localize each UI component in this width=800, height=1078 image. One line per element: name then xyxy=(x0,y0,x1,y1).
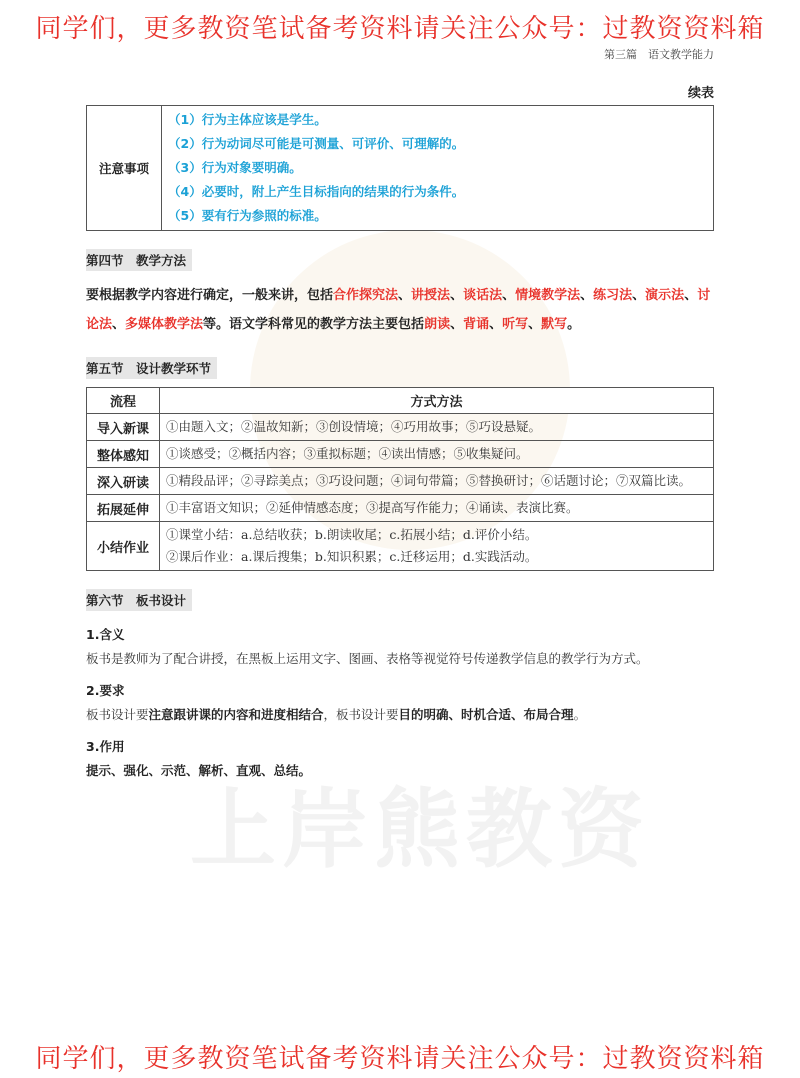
bottom-banner: 同学们，更多教资笔试备考资料请关注公众号：过教资资料箱 xyxy=(35,1044,765,1074)
separator: 、 xyxy=(450,288,464,303)
common-method: 听写 xyxy=(502,317,529,332)
emphasis-text: 目的明确、时机合适、布局合理 xyxy=(398,707,574,722)
separator: 、 xyxy=(632,288,646,303)
subheading: 1.含义 xyxy=(86,627,125,642)
separator: 、 xyxy=(684,288,698,303)
desc-cell xyxy=(160,522,714,571)
running-head: 第三篇 语文教学能力 xyxy=(604,48,714,61)
flow-table xyxy=(86,387,714,571)
section4-title: 第四节 教学方法 xyxy=(86,249,192,271)
section6-title: 第六节 板书设计 xyxy=(86,589,192,611)
table-row xyxy=(87,495,714,522)
desc-cell: ①精段品评；②寻踪美点；③巧设问题；④词句带篇；⑤替换研讨；⑥话题讨论；⑦双篇比读。 xyxy=(160,468,714,495)
note-item: （4）必要时，附上产生目标指向的结果的行为条件。 xyxy=(168,184,465,199)
table-row xyxy=(87,414,714,441)
continued-label: 续表 xyxy=(687,86,714,101)
table-row xyxy=(87,522,714,571)
separator: 、 xyxy=(489,317,503,332)
note-item: （5）要有行为参照的标准。 xyxy=(168,208,327,223)
page-content xyxy=(86,82,714,779)
separator: 、 xyxy=(450,317,464,332)
separator: 、 xyxy=(528,317,542,332)
method-item: 谈话法 xyxy=(463,288,503,303)
method-item: 情境教学法 xyxy=(515,288,581,303)
summary-line: ①课堂小结：a.总结收获；b.朗读收尾；c.拓展小结；d.评价小结。 xyxy=(166,527,538,542)
method-item: 讲授法 xyxy=(411,288,451,303)
text-span: ，板书设计要 xyxy=(323,707,399,722)
separator: 、 xyxy=(580,288,594,303)
stage-cell: 导入新课 xyxy=(87,414,160,441)
text-span: 板书设计要 xyxy=(86,707,149,722)
note-item: （1）行为主体应该是学生。 xyxy=(168,112,327,127)
table-row xyxy=(87,441,714,468)
subheading: 3.作用 xyxy=(86,739,125,754)
desc-cell: ①谈感受；②概括内容；③重拟标题；④读出情感；⑤收集疑问。 xyxy=(160,441,714,468)
summary-line: ②课后作业：a.课后搜集；b.知识积累；c.迁移运用；d.实践活动。 xyxy=(166,549,538,564)
common-method: 背诵 xyxy=(463,317,490,332)
note-item: （2）行为动词尽可能是可测量、可评价、可理解的。 xyxy=(168,136,465,151)
separator: 、 xyxy=(398,288,412,303)
separator: 、 xyxy=(112,317,126,332)
section4-paragraph xyxy=(86,281,714,339)
table-header: 方式方法 xyxy=(160,388,714,414)
method-item: 演示法 xyxy=(645,288,685,303)
desc-cell: ①丰富语文知识；②延伸情感态度；③提高写作能力；④诵读、表演比赛。 xyxy=(160,495,714,522)
desc-cell: ①由题入文；②温故知新；③创设情境；④巧用故事；⑤巧设悬疑。 xyxy=(160,414,714,441)
top-banner: 同学们，更多教资笔试备考资料请关注公众号：过教资资料箱 xyxy=(35,14,765,44)
separator: 、 xyxy=(502,288,516,303)
section5-title: 第五节 设计教学环节 xyxy=(86,357,217,379)
watermark-text: 上岸熊教资 xyxy=(190,780,650,880)
stage-cell: 深入研读 xyxy=(87,468,160,495)
method-item: 练习法 xyxy=(593,288,633,303)
requirement-text xyxy=(86,705,714,723)
emphasis-text: 注意跟讲课的内容和进度相结合 xyxy=(148,707,324,722)
method-item: 合作探究法 xyxy=(333,288,399,303)
stage-cell: 小结作业 xyxy=(87,522,160,571)
method-item: 讨论法 xyxy=(86,288,711,332)
section4-text: 要根据教学内容进行确定，一般来讲，包括 xyxy=(86,288,334,303)
notes-label: 注意事项 xyxy=(87,106,162,231)
method-item: 多媒体教学法 xyxy=(125,317,204,332)
common-method: 朗读 xyxy=(424,317,451,332)
notes-items xyxy=(162,106,714,231)
common-method: 默写 xyxy=(541,317,568,332)
text-span: 。 xyxy=(573,707,587,722)
stage-cell: 拓展延伸 xyxy=(87,495,160,522)
function-text: 提示、强化、示范、解析、直观、总结。 xyxy=(86,763,312,778)
section4-text: 等。语文学科常见的教学方法主要包括 xyxy=(203,317,425,332)
note-item: （3）行为对象要明确。 xyxy=(168,160,302,175)
table-header: 流程 xyxy=(87,388,160,414)
notes-table xyxy=(86,105,714,231)
section4-end: 。 xyxy=(567,317,581,332)
definition-text: 板书是教师为了配合讲授，在黑板上运用文字、图画、表格等视觉符号传递教学信息的教学行为方式。 xyxy=(86,651,649,666)
stage-cell: 整体感知 xyxy=(87,441,160,468)
table-row xyxy=(87,468,714,495)
subheading: 2.要求 xyxy=(86,683,125,698)
